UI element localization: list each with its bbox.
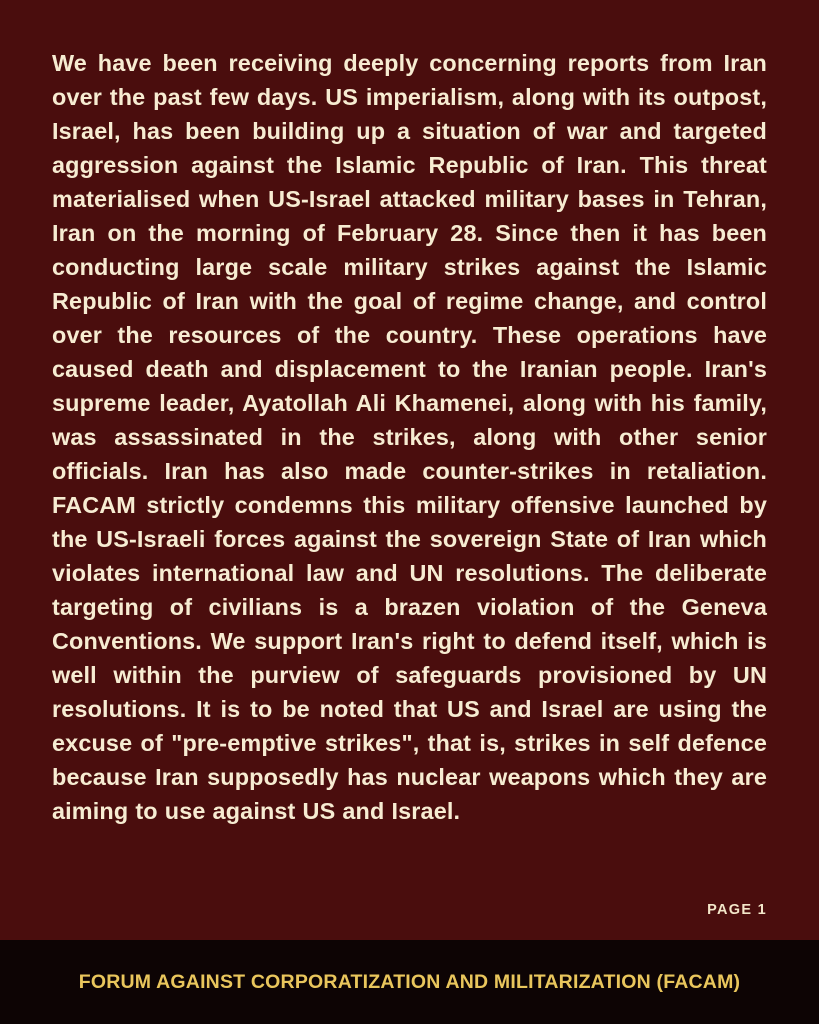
page-number: PAGE 1	[707, 902, 767, 918]
organization-name: FORUM AGAINST CORPORATIZATION AND MILITARIZATION (FACAM)	[78, 970, 741, 993]
footer-bar	[0, 940, 819, 1024]
statement-body: We have been receiving deeply concerning reports from Iran over the past few days. US imperialism, along with its outpost, Israel, has been building up a situation of war and targeted aggression against the Islamic Republic of Iran. This threat materialised when US-Israel attacked military bases in Tehran, Iran on the morning of February 28. Since then it has been conducting large scale military strikes against the Islamic Republic of Iran with the goal of regime change, and control over the resources of the country. These operations have caused death and displacement to the Iranian people. Iran's supreme leader, Ayatollah Ali Khamenei, along with his family, was assassinated in the strikes, along with other senior officials. Iran has also made counter-strikes in retaliation. FACAM strictly condemns this military offensive launched by the US-Israeli forces against the sovereign State of Iran which violates international law and UN resolutions. The deliberate targeting of civilians is a brazen violation of the Geneva Conventions. We support Iran's right to defend itself, which is well within the purview of safeguards provisioned by UN resolutions. It is to be noted that US and Israel are using the excuse of "pre-emptive strikes", that is, strikes in self defence because Iran supposedly has nuclear weapons which they are aiming to use against US and Israel.	[52, 50, 767, 824]
